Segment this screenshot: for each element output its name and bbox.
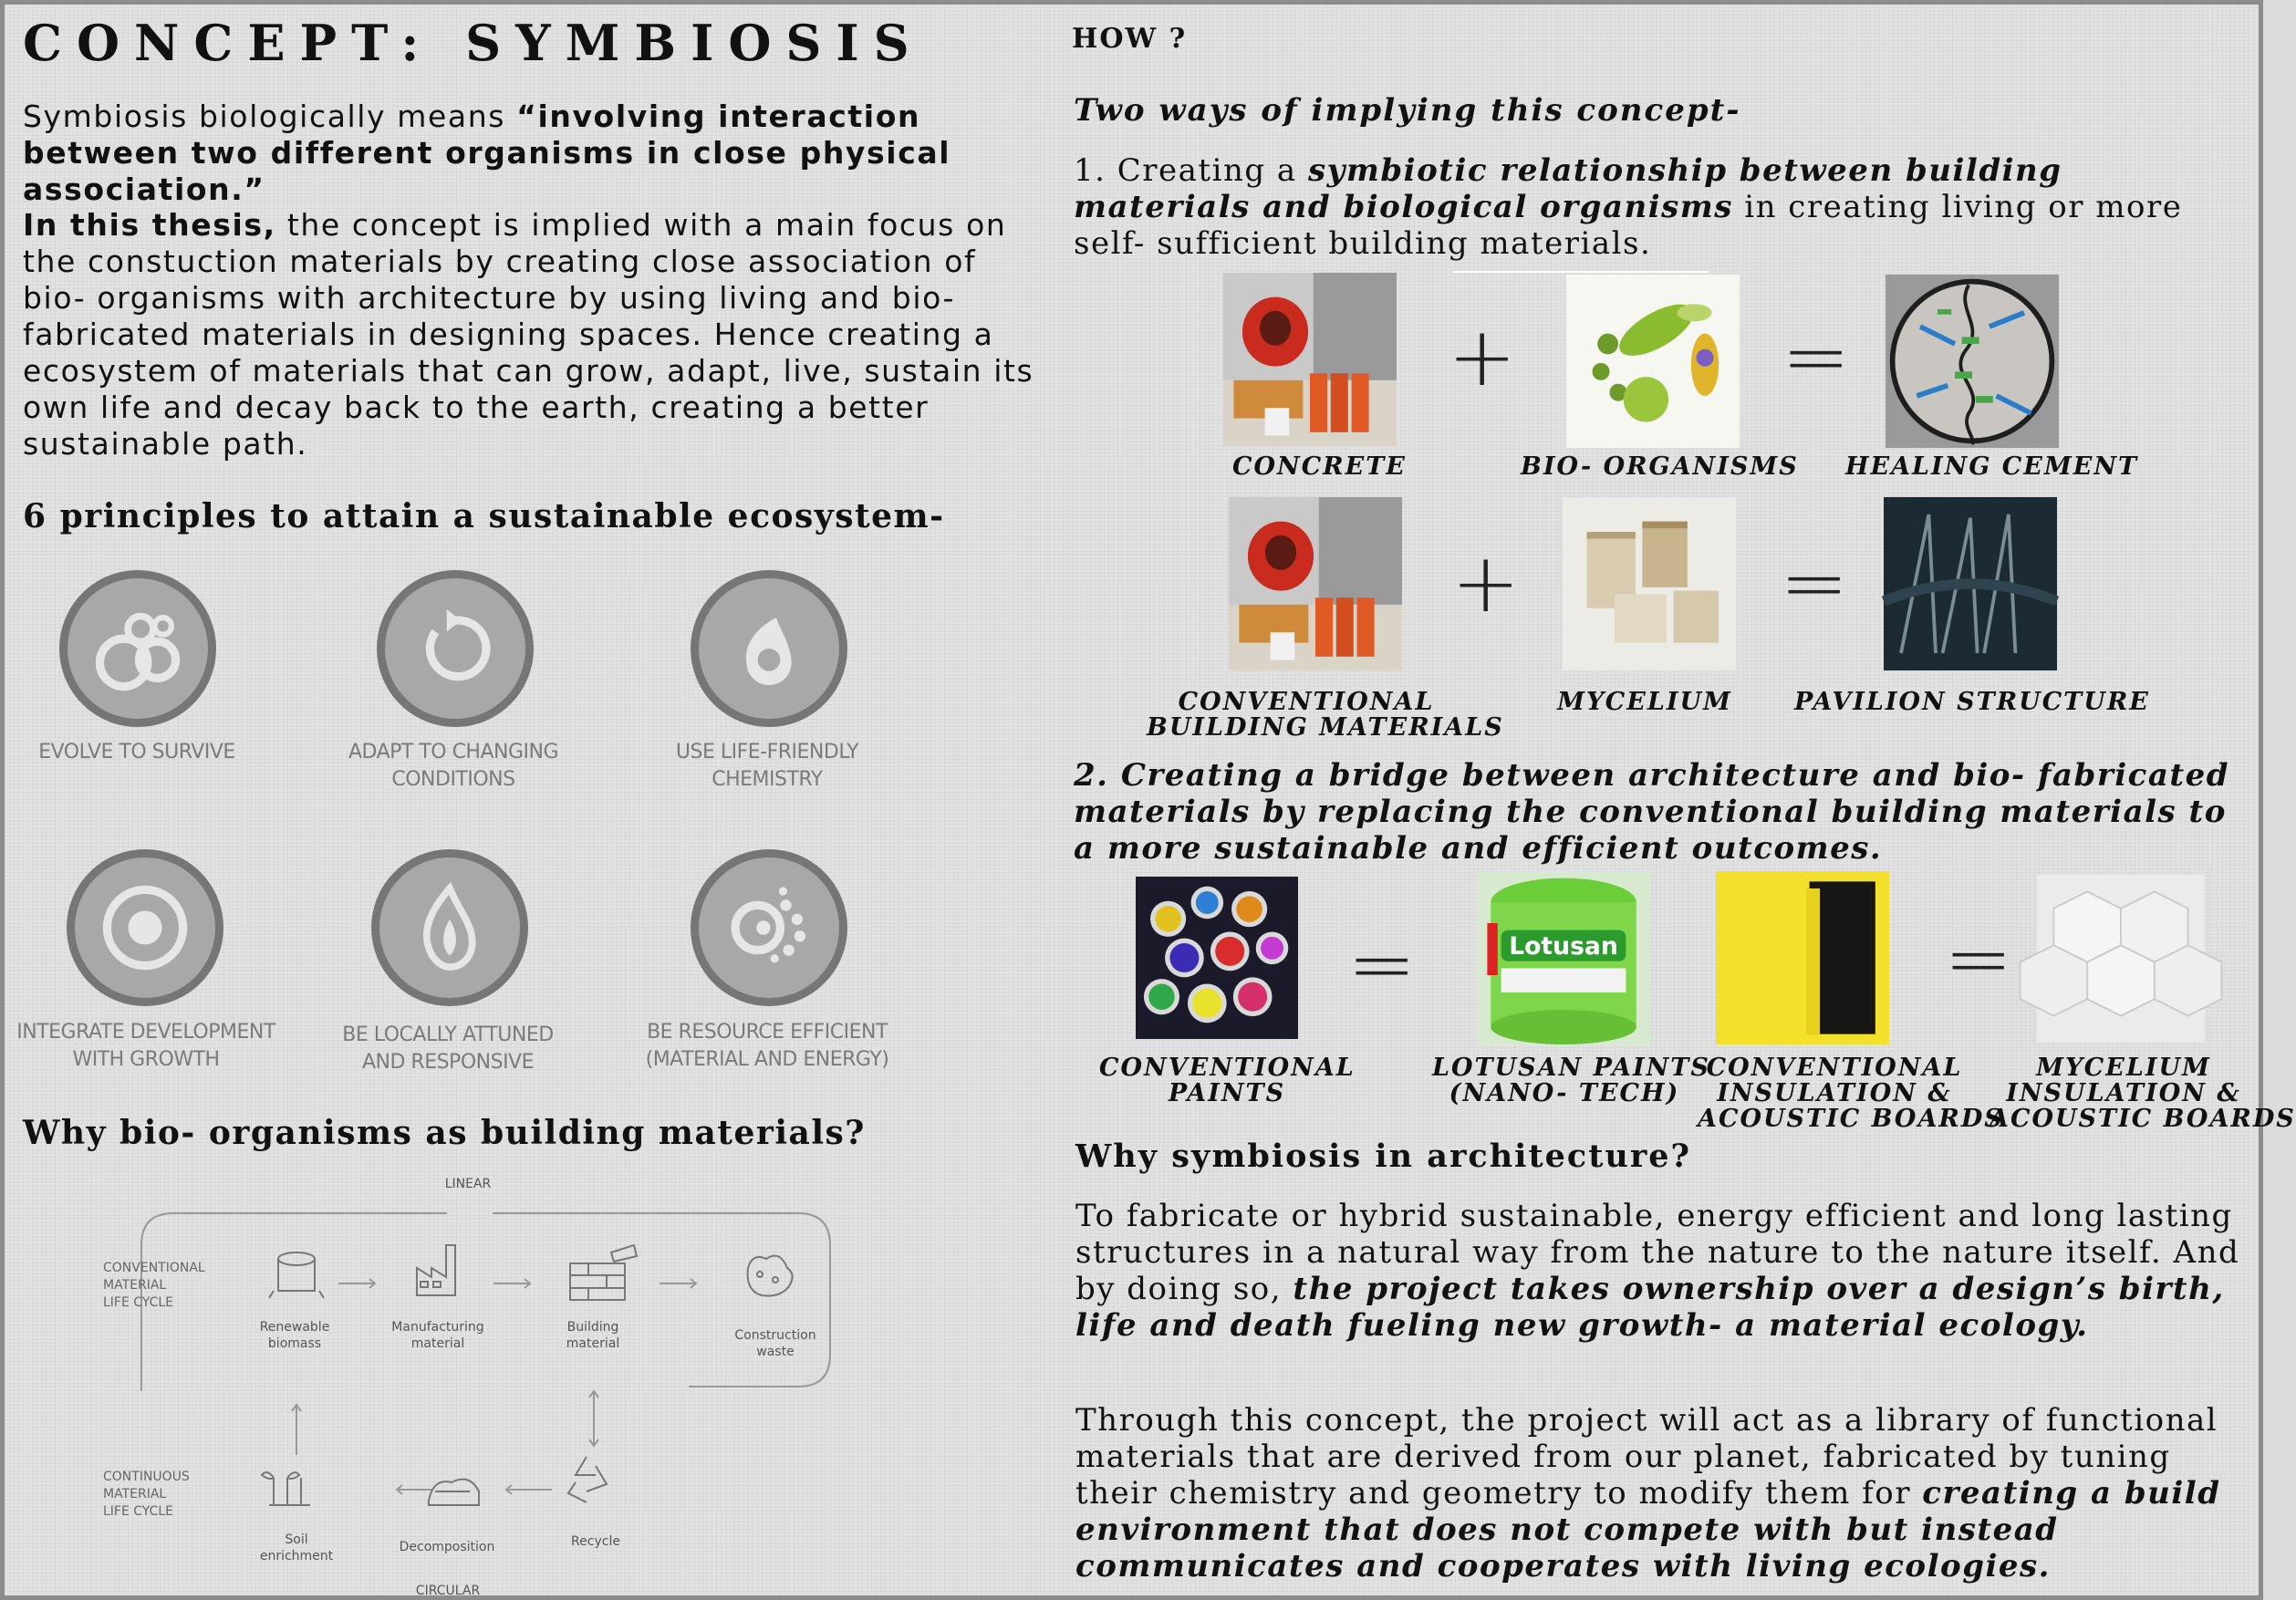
healing-cement-caption: HEALING CEMENT (1845, 452, 2139, 481)
way-one-text: 1. Creating a symbiotic relationship between building materials and biological organisms in creating living or more self- sufficient building materials. (1074, 152, 2183, 262)
principle-label: EVOLVE TO SURVIVE (38, 741, 235, 764)
thesis-text: the concept is implied with a main focus on the constuction materials by creating close association of bio- organisms with architecture by using living and bio-fabricated materials in designing spaces. Hence creating a ecosystem of materials that can grow, adapt, live, sustain its own life and decay back to the earth, creating a better sustainable path. (23, 207, 1034, 462)
conventional-insulation-caption: CONVENTIONAL INSULATION & ACOUSTIC BOARDS (1698, 1054, 2004, 1133)
principle-label: BE RESOURCE EFFICIENT (MATERIAL AND ENERGY) (645, 1021, 889, 1071)
lotusan-paints-image (1477, 871, 1650, 1044)
circular-label: CIRCULAR (415, 1584, 481, 1598)
thesis-paragraph (23, 207, 1040, 462)
bubbles-icon (59, 570, 216, 727)
lifecycle-diagram (87, 1172, 862, 1592)
recycle-icon (568, 1457, 607, 1502)
conventional-insulation-image (1716, 871, 1889, 1044)
linear-loop-line (493, 1213, 830, 1387)
step-renewable-biomass: Renewable biomass (259, 1320, 330, 1351)
step-building-material: Building material (566, 1320, 620, 1351)
way-two-text: 2. Creating a bridge between architecture and bio- fabricated materials by replacing the conventional building materials to a more sustainable and efficient outcomes. (1074, 757, 2230, 867)
continuous-cycle-label: CONTINUOUS MATERIAL LIFE CYCLE (103, 1470, 190, 1519)
principles-heading: 6 principles to attain a sustainable ecosystem- (23, 497, 945, 535)
brick-wall-icon (570, 1263, 625, 1300)
lotusan-paints-caption: LOTUSAN PAINTS (NANO- TECH) (1432, 1054, 1710, 1107)
mycelium-image (1563, 497, 1736, 670)
equals-sign: = (1780, 535, 1849, 631)
principle-label: INTEGRATE DEVELOPMENT WITH GROWTH (16, 1021, 275, 1071)
equals-sign: = (1347, 917, 1417, 1013)
step-construction-waste: Construction waste (734, 1328, 816, 1359)
divider (1453, 271, 1709, 273)
concrete-image (1223, 273, 1397, 446)
why-symbiosis-heading: Why symbiosis in architecture? (1075, 1138, 1692, 1175)
dots-icon (691, 849, 847, 1006)
flame-icon (371, 849, 528, 1006)
pavilion-structure-image (1884, 497, 2057, 670)
mycelium-insulation-image (2037, 875, 2205, 1043)
ring-icon (67, 849, 223, 1006)
principle-label: ADAPT TO CHANGING CONDITIONS (348, 741, 559, 791)
mycelium-insulation-caption: MYCELIUM INSULATION & ACOUSTIC BOARDS (1990, 1054, 2296, 1133)
bio-organisms-caption: BIO- ORGANISMS (1521, 452, 1799, 481)
plus-sign: + (1451, 535, 1521, 631)
principle-label: USE LIFE-FRIENDLY CHEMISTRY (675, 741, 859, 791)
conventional-materials-caption: CONVENTIONAL BUILDING MATERIALS (1147, 688, 1504, 742)
thesis-lead: In this thesis, (23, 207, 276, 243)
concrete-caption: CONCRETE (1232, 452, 1407, 481)
lotusan-logo: Lotusan (1509, 932, 1618, 961)
step-decomposition: Decomposition (399, 1540, 495, 1554)
pavilion-caption: PAVILION STRUCTURE (1794, 688, 2150, 716)
mycelium-caption: MYCELIUM (1557, 688, 1732, 716)
equals-sign: = (1944, 911, 2013, 1007)
equals-sign: = (1782, 309, 1851, 405)
conventional-cycle-label: CONVENTIONAL MATERIAL LIFE CYCLE (103, 1261, 205, 1310)
conventional-paints-caption: CONVENTIONAL PAINTS (1099, 1054, 1356, 1107)
step-manufacturing-material: Manufacturing material (391, 1320, 484, 1351)
step-recycle: Recycle (571, 1534, 620, 1549)
step-soil-enrichment: Soil enrichment (259, 1532, 334, 1564)
plus-sign: + (1448, 309, 1517, 405)
intro-definition: “involving interaction between two different organisms in close physical association.” (23, 99, 951, 207)
linear-label: LINEAR (444, 1177, 492, 1191)
intro-paragraph (23, 99, 1035, 208)
principle-label: BE LOCALLY ATTUNED AND RESPONSIVE (342, 1023, 554, 1074)
conventional-paints-image (1136, 877, 1298, 1039)
drop-icon (691, 570, 847, 727)
two-ways-heading: Two ways of implying this concept- (1074, 92, 1741, 129)
bio-organisms-image (1566, 275, 1740, 448)
healing-cement-image (1886, 275, 2059, 448)
why-bio-heading: Why bio- organisms as building materials? (23, 1114, 866, 1152)
rubble-icon (748, 1256, 793, 1296)
page-title: CONCEPT: SYMBIOSIS (23, 14, 924, 72)
why-symbiosis-paragraph-1: To fabricate or hybrid sustainable, energy efficient and long lasting structures in a natural way from the nature to the nature itself. And by doing so, the project takes ownership over a design’s birth, life and death fueling new growth- a material ecology. (1075, 1198, 2240, 1344)
conventional-materials-image (1229, 497, 1402, 670)
why-symbiosis-paragraph-2: Through this concept, the project will act as a library of functional materials that are derived from our planet, fabricated by tuning their chemistry and geometry to modify them for creating a build environment that does not compete with but instead communicates and cooperates with living ecologies. (1075, 1402, 2221, 1584)
how-heading: HOW ? (1072, 23, 1188, 55)
cycle-arrow-icon (377, 570, 534, 727)
intro-text: Symbiosis biologically means (23, 99, 517, 134)
sprout-icon (269, 1478, 310, 1505)
